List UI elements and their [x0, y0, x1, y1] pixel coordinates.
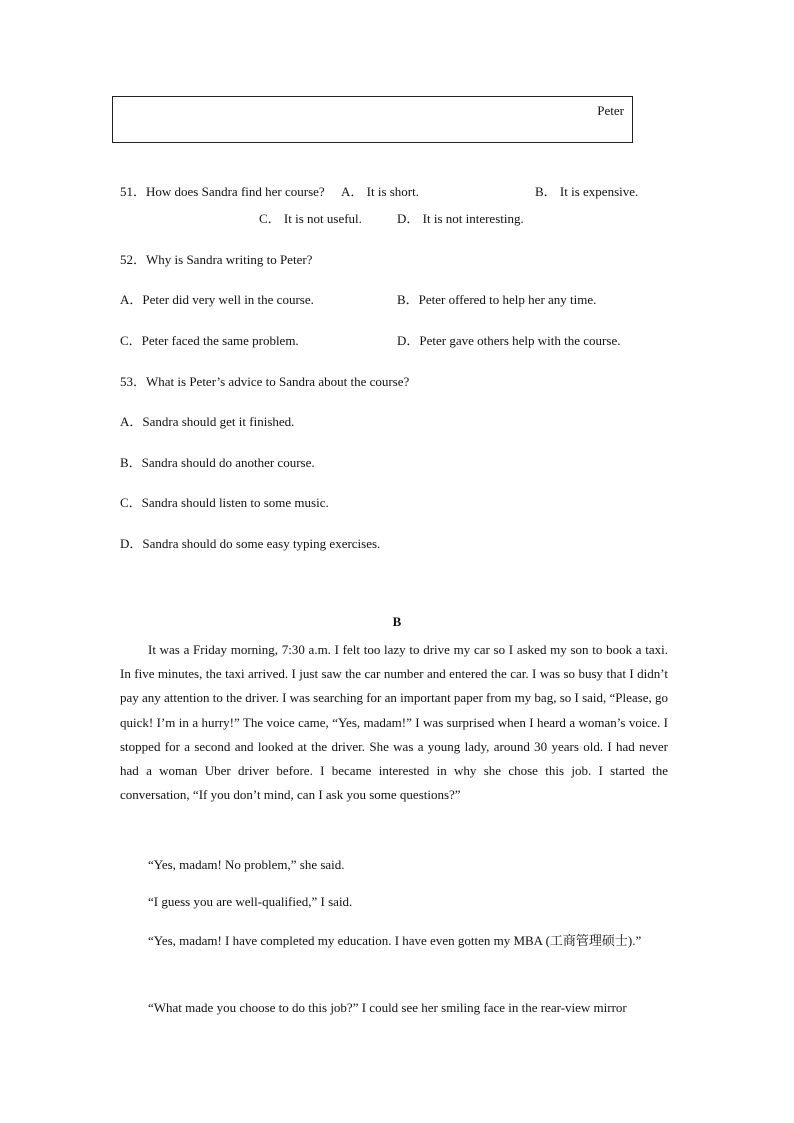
passage-b-paragraph-2: “Yes, madam! No problem,” she said.	[148, 857, 345, 872]
q51-option-b: B． It is expensive.	[535, 184, 639, 199]
q52-option-c: C．Peter faced the same problem.	[120, 333, 299, 348]
q51-option-a: A． It is short.	[341, 184, 420, 199]
q51-option-c: C． It is not useful.	[259, 211, 362, 226]
q51-stem: 51．How does Sandra find her course?	[120, 184, 325, 199]
q52-stem: 52．Why is Sandra writing to Peter?	[120, 252, 313, 267]
q53-option-b: B．Sandra should do another course.	[120, 455, 315, 470]
passage-b-paragraph-4: “Yes, madam! I have completed my education. I have even gotten my MBA (工商管理硕士).”	[148, 933, 642, 948]
q51-option-d: D． It is not interesting.	[397, 211, 524, 226]
q52-option-b: B．Peter offered to help her any time.	[397, 292, 597, 307]
q52-option-a: A．Peter did very well in the course.	[120, 292, 314, 307]
q53-stem: 53．What is Peter’s advice to Sandra about the course?	[120, 374, 410, 389]
letter-signature: Peter	[597, 103, 624, 118]
passage-b-paragraph-5: “What made you choose to do this job?” I could see her smiling face in the rear-view mirror	[148, 1000, 627, 1015]
letter-box	[112, 96, 633, 143]
passage-b-paragraph-1: It was a Friday morning, 7:30 a.m. I felt too lazy to drive my car so I asked my son to book a taxi. In five minutes, the taxi arrived. I just saw the car number and entered the car. I was so busy that I didn’t pay any attention to the driver. I was searching for an important paper from my bag, so I said, “Please, go quick! I’m in a hurry!” The voice came, “Yes, madam!” I was surprised when I heard a woman’s voice. I stopped for a second and looked at the driver. She was a young lady, around 30 years old. I had never had a woman Uber driver before. I became interested in why she chose this job. I started the conversation, “If you don’t mind, can I ask you some questions?”	[120, 642, 669, 803]
q53-option-d: D．Sandra should do some easy typing exercises.	[120, 536, 381, 551]
q53-option-a: A．Sandra should get it finished.	[120, 414, 295, 429]
passage-b-paragraph-3: “I guess you are well-qualified,” I said.	[148, 894, 353, 909]
q53-option-c: C．Sandra should listen to some music.	[120, 495, 329, 510]
passage-b-title: B	[392, 614, 402, 629]
q52-option-d: D．Peter gave others help with the course.	[397, 333, 621, 348]
